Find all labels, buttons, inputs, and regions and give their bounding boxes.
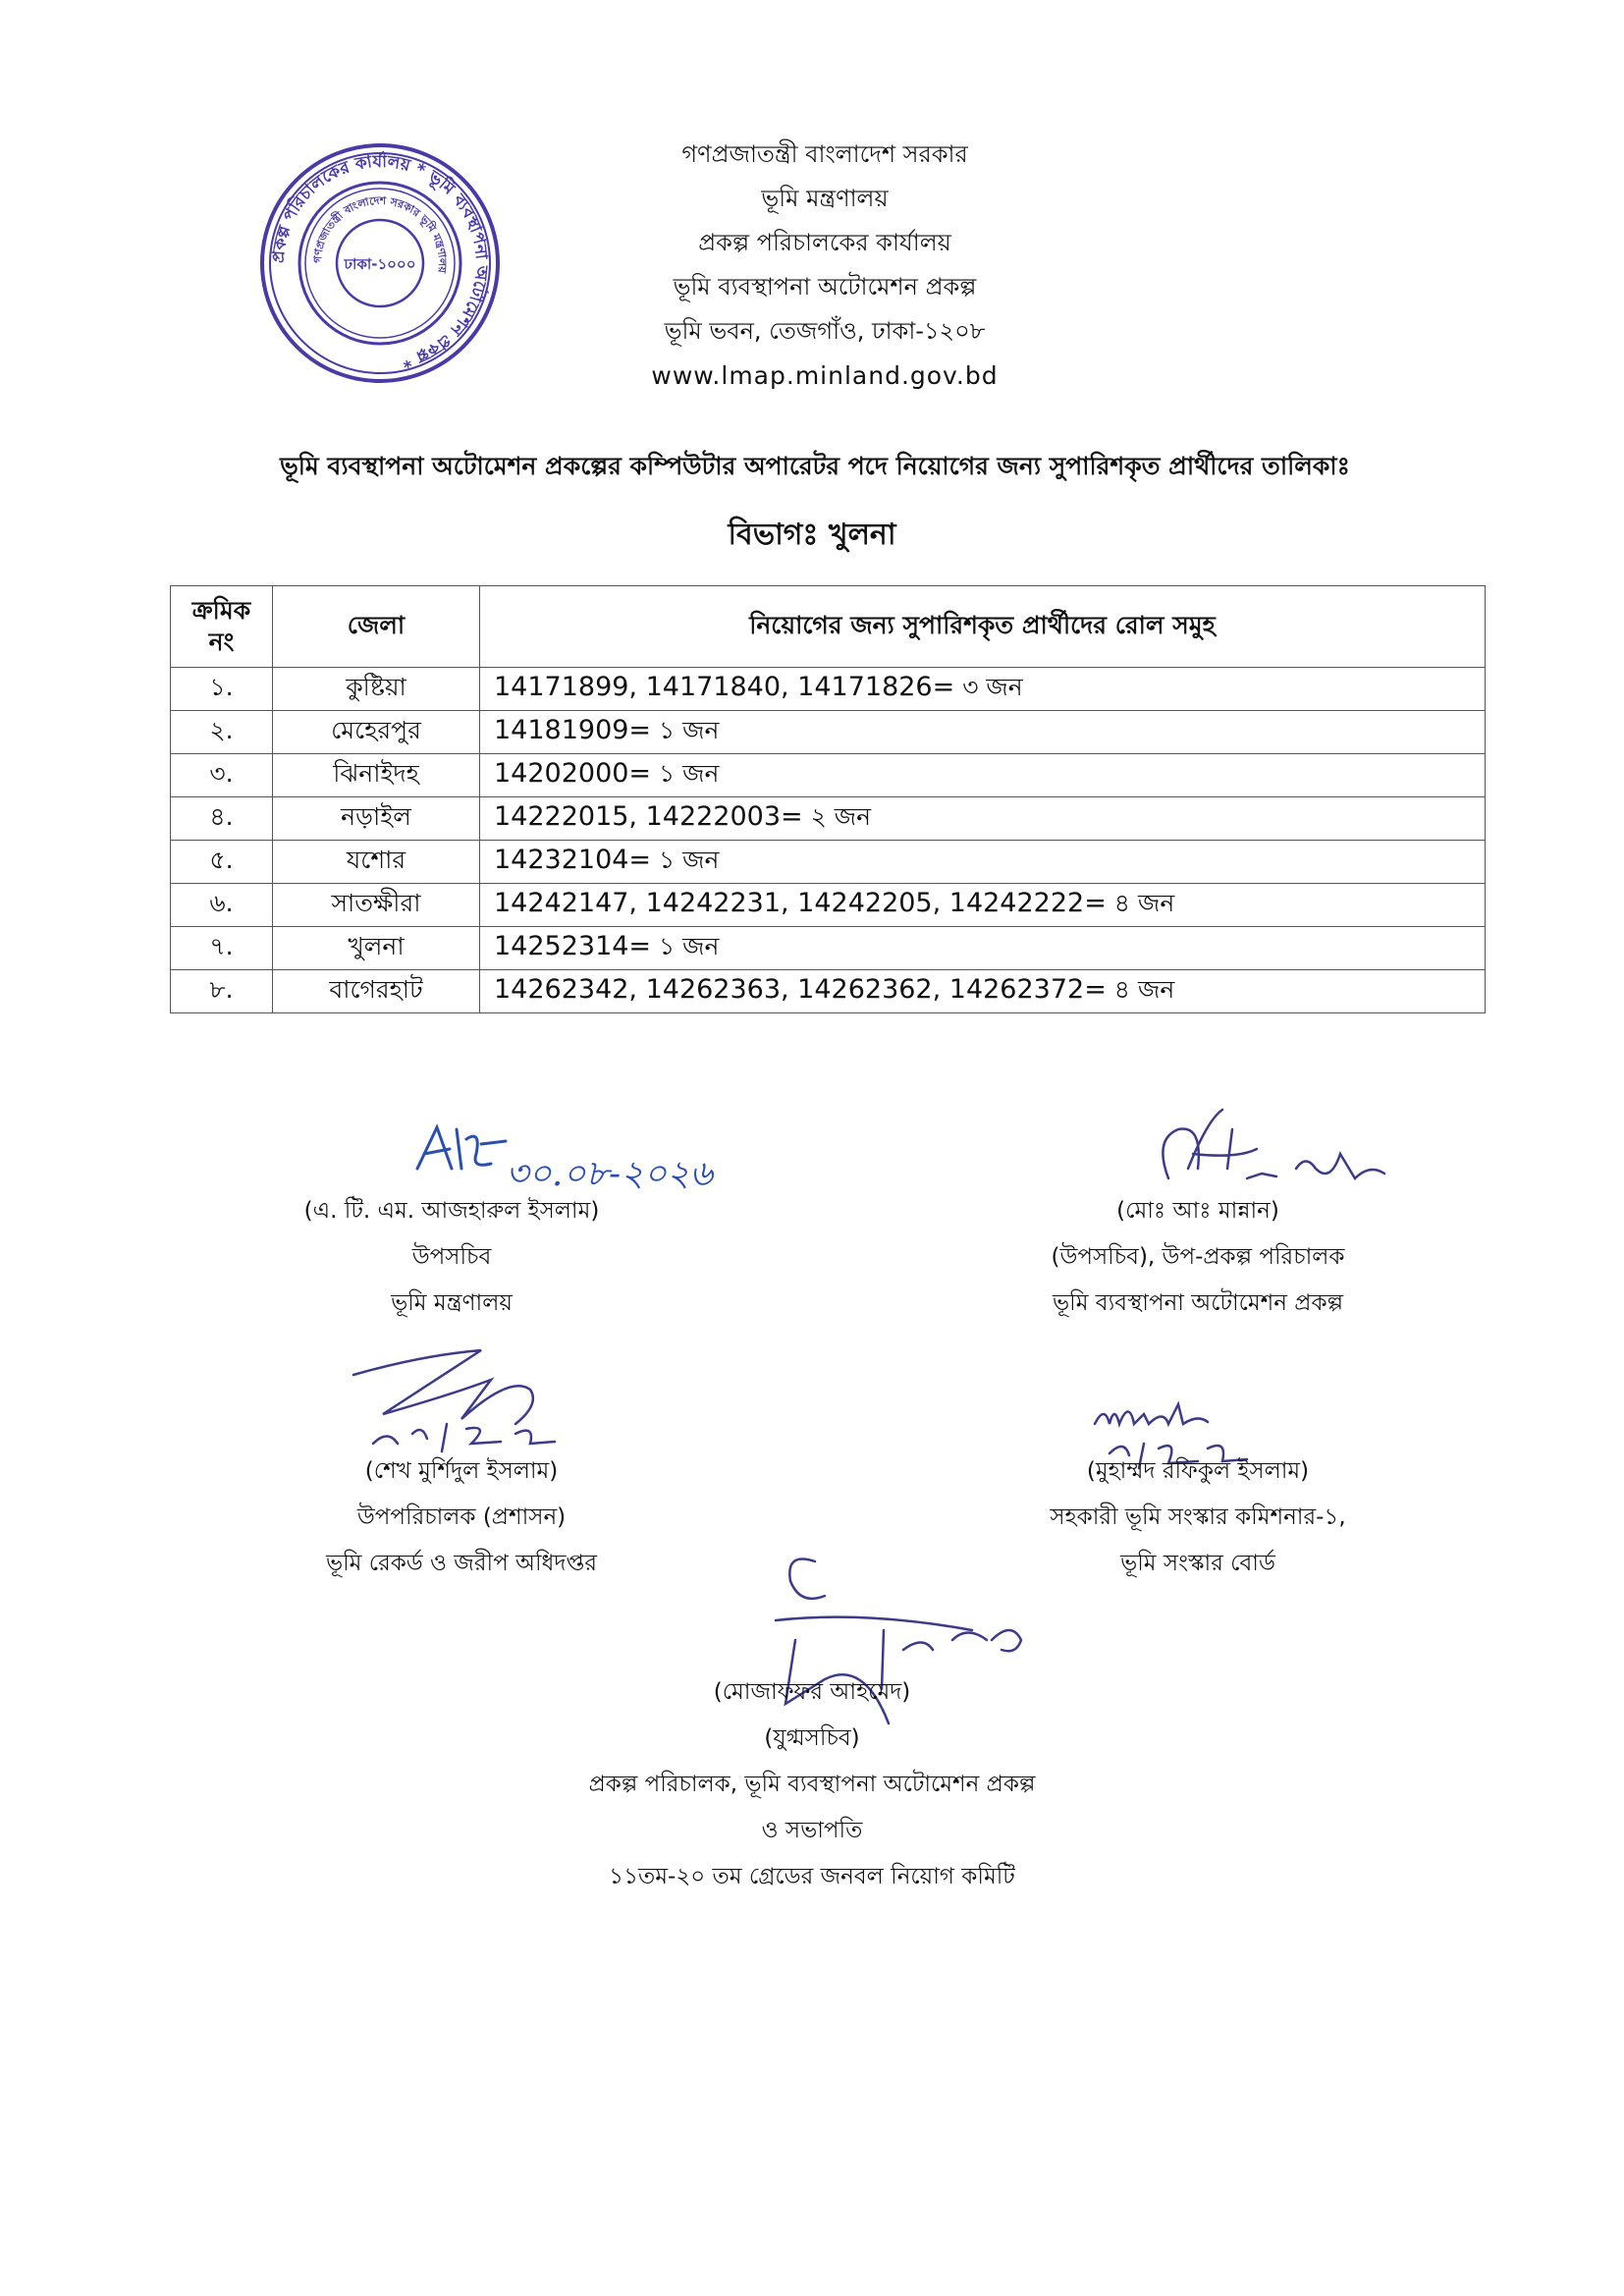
signatory-5-rank: (যুগ্মসচিব) xyxy=(764,1725,860,1751)
row-rolls xyxy=(480,754,1486,797)
roll-numbers: 14262342, 14262363, 14262362, 14262372= xyxy=(494,974,1107,1005)
seal-center-text: ঢাকা-১০০০ xyxy=(344,255,416,273)
table-row xyxy=(171,797,1486,841)
row-serial: ৪. xyxy=(171,797,273,841)
division-title: বিভাগঃ খুলনা xyxy=(728,518,896,552)
signatory-block-1 xyxy=(295,1188,609,1327)
table-row xyxy=(171,754,1486,797)
header-serial xyxy=(171,586,273,668)
signature-1-date: ৩০.০৮-২০২৬ xyxy=(506,1154,713,1194)
signatory-1-designation: উপসচিব xyxy=(411,1244,492,1270)
office-seal xyxy=(257,140,503,386)
candidate-roll-table xyxy=(170,585,1486,1013)
signatory-5-role: ও সভাপতি xyxy=(761,1818,863,1843)
header-project: ভূমি ব্যবস্থাপনা অটোমেশন প্রকল্প xyxy=(673,273,977,301)
row-serial: ৩. xyxy=(171,754,273,797)
row-rolls xyxy=(480,841,1486,884)
roll-numbers: 14222015, 14222003= xyxy=(494,801,803,832)
row-district: নড়াইল xyxy=(273,797,480,841)
signatory-1-name: (এ. টি. এম. আজহারুল ইসলাম) xyxy=(303,1198,600,1224)
roll-numbers: 14252314= xyxy=(494,931,652,961)
row-serial: ৭. xyxy=(171,927,273,970)
row-serial: ৮. xyxy=(171,970,273,1013)
header-website[interactable]: www.lmap.minland.gov.bd xyxy=(651,361,999,390)
signatory-3-office: ভূমি রেকর্ড ও জরীপ অধিদপ্তর xyxy=(325,1551,598,1576)
row-district: বাগেরহাট xyxy=(273,970,480,1013)
letterhead xyxy=(550,133,1100,398)
row-serial: ২. xyxy=(171,711,273,754)
row-district: যশোর xyxy=(273,841,480,884)
roll-count: ১ জন xyxy=(659,716,720,744)
roll-numbers: 14171899, 14171840, 14171826= xyxy=(494,672,955,702)
roll-numbers: 14232104= xyxy=(494,845,652,875)
table-header-row xyxy=(171,586,1486,668)
row-rolls xyxy=(480,797,1486,841)
row-district: সাতক্ষীরা xyxy=(273,884,480,927)
roll-count: ১ জন xyxy=(659,759,720,788)
roll-count: ৪ জন xyxy=(1113,889,1175,917)
row-rolls xyxy=(480,711,1486,754)
row-rolls xyxy=(480,927,1486,970)
signatory-2-name: (মোঃ আঃ মান্নান) xyxy=(1116,1198,1279,1224)
signatory-2-designation: (উপসচিব), উপ-প্রকল্প পরিচালক xyxy=(1051,1244,1345,1270)
roll-numbers: 14181909= xyxy=(494,715,652,745)
signatory-3-name: (শেখ মুর্শিদুল ইসলাম) xyxy=(364,1458,559,1484)
row-district: খুলনা xyxy=(273,927,480,970)
roll-count: ৪ জন xyxy=(1113,975,1175,1004)
row-serial: ৬. xyxy=(171,884,273,927)
roll-count: ২ জন xyxy=(810,802,872,831)
header-office: প্রকল্প পরিচালকের কার্যালয় xyxy=(698,229,951,256)
seal-outer-text: প্রকল্প পরিচালকের কার্যালয় * ভূমি ব্যবস্থাপনা অটোমেশন প্রকল্প * xyxy=(268,151,492,372)
seal-inner-text: গণপ্রজাতন্ত্রী বাংলাদেশ সরকার ভূমি মন্ত্রণালয় xyxy=(310,193,450,274)
signatory-4-name: (মুহাম্মদ রফিকুল ইসলাম) xyxy=(1086,1458,1310,1484)
row-serial: ৫. xyxy=(171,841,273,884)
table-row xyxy=(171,668,1486,711)
header-district: জেলা xyxy=(273,586,480,668)
roll-numbers: 14242147, 14242231, 14242205, 14242222= xyxy=(494,888,1107,918)
row-serial: ১. xyxy=(171,668,273,711)
table-row xyxy=(171,841,1486,884)
table-row xyxy=(171,970,1486,1013)
table-row xyxy=(171,927,1486,970)
signatory-4-office: ভূমি সংস্কার বোর্ড xyxy=(1120,1551,1275,1576)
header-ministry: ভূমি মন্ত্রণালয় xyxy=(761,185,889,212)
header-government: গণপ্রজাতন্ত্রী বাংলাদেশ সরকার xyxy=(681,140,968,168)
signatory-block-4 xyxy=(992,1449,1404,1587)
roll-numbers: 14202000= xyxy=(494,758,652,789)
header-serial-line2: নং xyxy=(208,628,235,656)
header-rolls: নিয়োগের জন্য সুপারিশকৃত প্রার্থীদের রোল সমুহ xyxy=(480,586,1486,668)
signatory-2-office: ভূমি ব্যবস্থাপনা অটোমেশন প্রকল্প xyxy=(1053,1290,1343,1316)
roll-count: ৩ জন xyxy=(962,673,1023,701)
signatory-3-designation: উপপরিচালক (প্রশাসন) xyxy=(356,1504,567,1530)
header-serial-line1: ক্রমিক xyxy=(191,596,251,625)
document-title: ভূমি ব্যবস্থাপনা অটোমেশন প্রকল্পের কম্পিউটার অপারেটর পদে নিয়োগের জন্য সুপারিশকৃত প্রার্থীদের তালিকাঃ xyxy=(280,452,1350,480)
signatory-block-3 xyxy=(275,1449,648,1587)
signature-3-scribble xyxy=(344,1336,628,1453)
signatory-5-name: (মোজাফফর আহমেদ) xyxy=(713,1679,911,1705)
table-row xyxy=(171,711,1486,754)
roll-count: ১ জন xyxy=(659,932,720,960)
row-district: কুষ্টিয়া xyxy=(273,668,480,711)
row-rolls xyxy=(480,668,1486,711)
signatory-block-5 xyxy=(517,1669,1107,1900)
signatory-5-committee: ১১তম-২০ তম গ্রেডের জনবল নিয়োগ কমিটি xyxy=(609,1864,1015,1889)
row-rolls xyxy=(480,884,1486,927)
signatory-4-designation: সহকারী ভূমি সংস্কার কমিশনার-১, xyxy=(1050,1504,1346,1530)
table-row xyxy=(171,884,1486,927)
signatory-block-2 xyxy=(1001,1188,1394,1327)
signature-1-scribble xyxy=(412,1120,511,1178)
row-district: ঝিনাইদহ xyxy=(273,754,480,797)
signatory-5-designation: প্রকল্প পরিচালক, ভূমি ব্যবস্থাপনা অটোমেশন প্রকল্প xyxy=(588,1772,1036,1797)
signatory-1-office: ভূমি মন্ত্রণালয় xyxy=(391,1290,513,1316)
row-rolls xyxy=(480,970,1486,1013)
header-address: ভূমি ভবন, তেজগাঁও, ঢাকা-১২০৮ xyxy=(664,317,986,345)
row-district: মেহেরপুর xyxy=(273,711,480,754)
roll-count: ১ জন xyxy=(659,846,720,874)
